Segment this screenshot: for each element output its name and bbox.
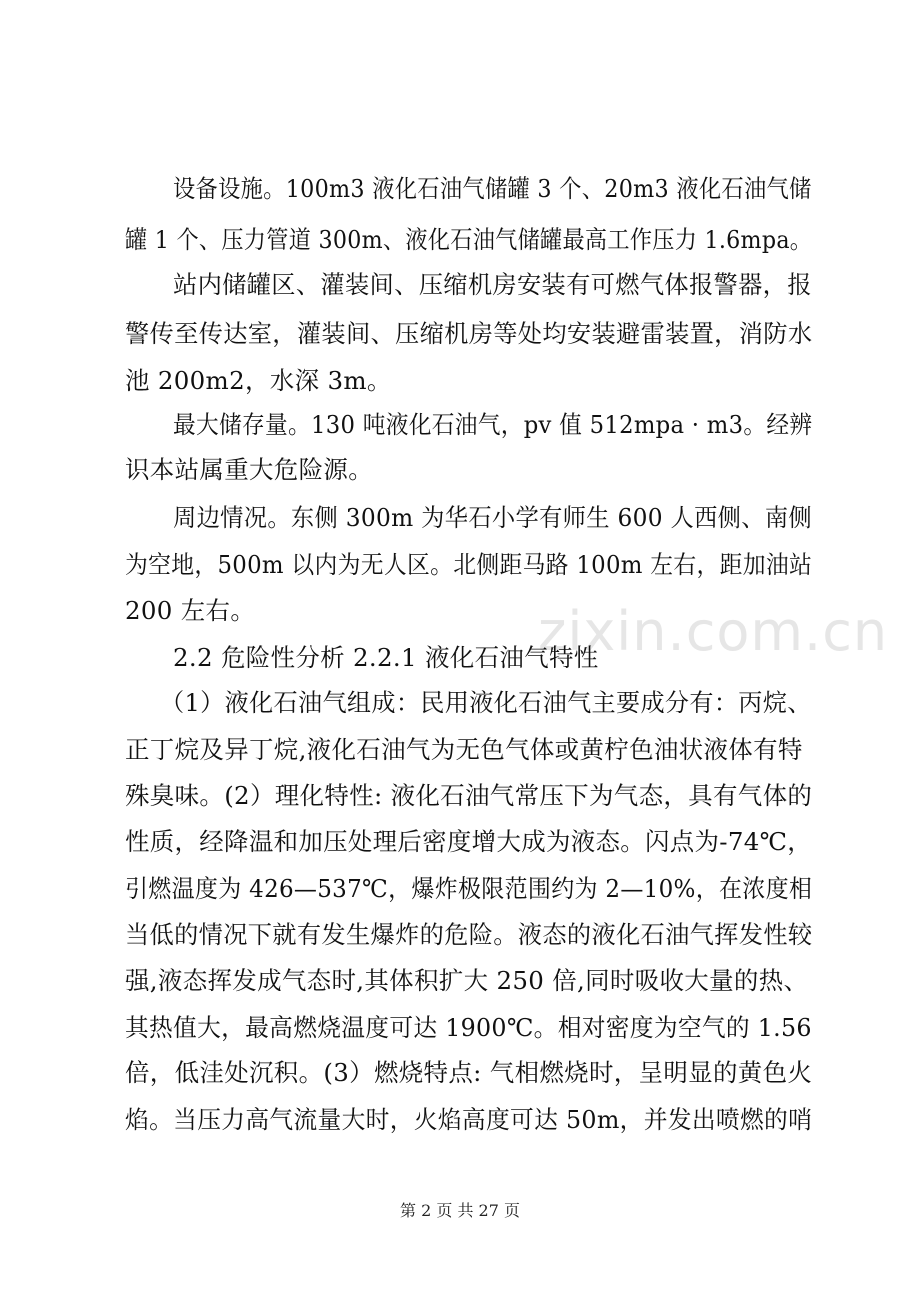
paragraph-line: 当低的情况下就有发生爆炸的危险。液态的液化石油气挥发性较 (125, 920, 813, 949)
paragraph-line: （1）液化石油气组成：民用液化石油气主要成分有：丙烷、 (160, 688, 812, 717)
paragraph-line: 其热值大，最高燃烧温度可达 1900℃。相对密度为空气的 1.56 (125, 1013, 812, 1042)
watermark: zixin.com.cn (538, 600, 889, 663)
paragraph-line: 池 200m2，水深 3m。 (125, 366, 392, 395)
paragraph-line: 引燃温度为 426—537℃，爆炸极限范围约为 2—10%，在浓度相 (125, 874, 813, 903)
paragraph-line: 倍，低洼处沉积。(3）燃烧特点: 气相燃烧时，呈明显的黄色火 (125, 1058, 813, 1087)
paragraph-line: 殊臭味。(2）理化特性: 液化石油气常压下为气态，具有气体的 (125, 781, 813, 810)
paragraph-line: 警传至传达室，灌装间、压缩机房等处均安装避雷装置，消防水 (125, 319, 813, 348)
page-footer: 第 2 页 共 27 页 (400, 1201, 520, 1220)
paragraph-line: 强,液态挥发成气态时,其体积扩大 250 倍,同时吸收大量的热、 (125, 966, 809, 995)
paragraph-line: 识本站属重大危险源。 (125, 455, 373, 484)
paragraph-line: 罐 1 个、压力管道 300m、液化石油气储罐最高工作压力 1.6mpa。 (125, 225, 813, 254)
paragraph-line: 设备设施。100m3 液化石油气储罐 3 个、20m3 液化石油气储 (173, 174, 812, 203)
section-heading: 2.2 危险性分析 2.2.1 液化石油气特性 (173, 643, 599, 672)
paragraph-line: 最大储存量。130 吨液化石油气，pv 值 512mpa · m3。经辨 (173, 410, 813, 439)
paragraph-line: 正丁烷及异丁烷,液化石油气为无色气体或黄柠色油状液体有特 (125, 735, 803, 764)
paragraph-line: 为空地，500m 以内为无人区。北侧距马路 100m 左右，距加油站 (125, 550, 813, 579)
paragraph-line: 性质，经降温和加压处理后密度增大成为液态。闪点为-74℃， (125, 827, 813, 856)
paragraph-line: 200 左右。 (125, 596, 256, 625)
paragraph-line: 焰。当压力高气流量大时，火焰高度可达 50m，并发出喷燃的哨 (125, 1105, 813, 1134)
paragraph-line: 站内储罐区、灌装间、压缩机房安装有可燃气体报警器，报 (173, 270, 812, 299)
paragraph-line: 周边情况。东侧 300m 为华石小学有师生 600 人西侧、南侧 (173, 503, 813, 532)
